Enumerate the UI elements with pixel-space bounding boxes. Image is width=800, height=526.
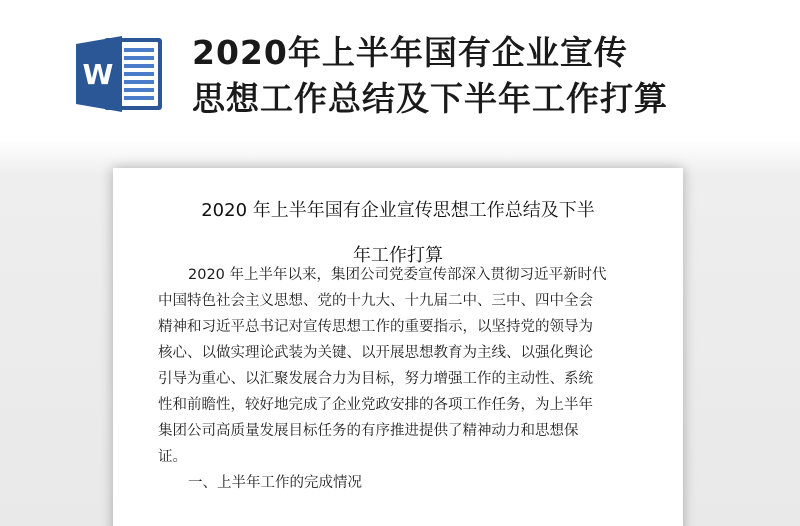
paragraph-line: 性和前瞻性，较好地完成了企业党政安排的各项工作任务，为上半年 bbox=[158, 397, 593, 413]
paragraph-line: 精神和习近平总书记对宣传思想工作的重要指示，以坚持党的领导为 bbox=[158, 319, 593, 335]
paragraph-line: 集团公司高质量发展目标任务的有序推进提供了精神动力和思想保 bbox=[158, 423, 579, 439]
svg-text:W: W bbox=[82, 58, 114, 91]
document-title-line-1: 2020 年上半年国有企业宣传思想工作总结及下半 bbox=[201, 200, 595, 221]
paragraph-line: 证。 bbox=[158, 449, 187, 465]
header bbox=[0, 0, 800, 150]
section-heading: 一、上半年工作的完成情况 bbox=[188, 475, 362, 491]
page-title-line-2: 思想工作总结及下半年工作打算 bbox=[192, 79, 668, 118]
document-preview-page bbox=[113, 168, 683, 526]
paragraph-line: 2020 年上半年以来，集团公司党委宣传部深入贯彻习近平新时代 bbox=[188, 267, 607, 283]
word-document-icon bbox=[76, 34, 162, 114]
page-title bbox=[192, 30, 772, 122]
document-body bbox=[158, 262, 648, 496]
paragraph-line: 中国特色社会主义思想、党的十九大、十九届二中、三中、四中全会 bbox=[158, 293, 593, 309]
paragraph-line: 引导为重心、以汇聚发展合力为目标，努力增强工作的主动性、系统 bbox=[158, 371, 593, 387]
page-title-line-1: 2020年上半年国有企业宣传 bbox=[192, 33, 628, 72]
paragraph-line: 核心、以做实理论武装为关键、以开展思想教育为主线、以强化舆论 bbox=[158, 345, 593, 361]
document-title-line-2: 年工作打算 bbox=[353, 245, 443, 266]
